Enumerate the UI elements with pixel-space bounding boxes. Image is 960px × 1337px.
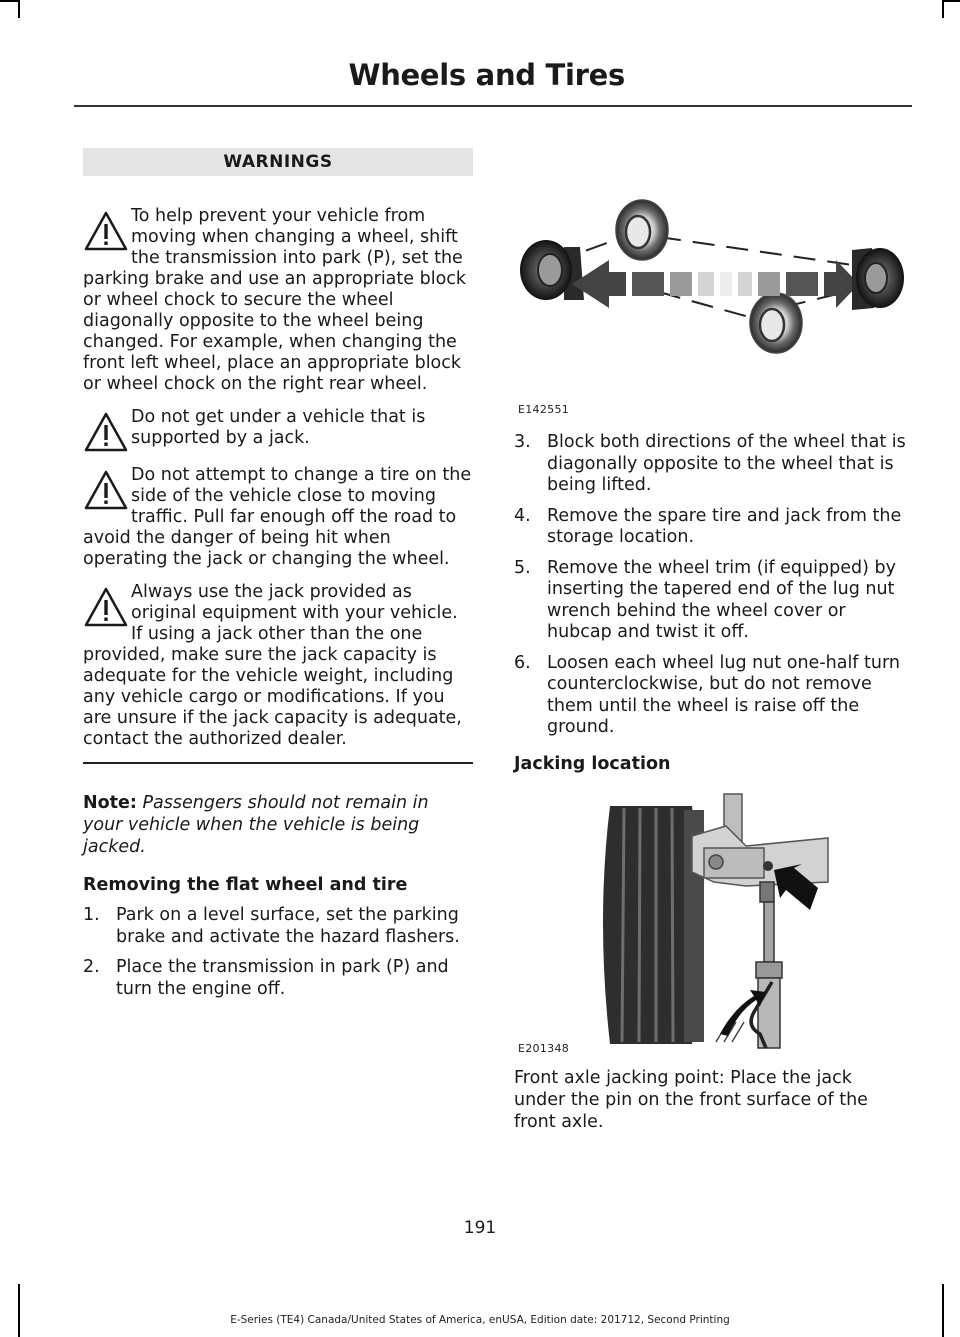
warning-triangle-icon [83,469,129,511]
warning-triangle-icon [83,210,129,252]
step-number: 2. [83,957,100,977]
list-item [83,957,473,1000]
list-item [514,558,908,644]
step-text: Park on a level surface, set the parking brake and activate the hazard flashers. [116,905,460,947]
wheel-chock-diagram [514,192,910,388]
crop-mark [942,0,944,18]
list-item [514,432,908,497]
list-item [514,653,908,739]
page-title: Wheels and Tires [348,58,625,92]
right-column [514,428,908,775]
step-number: 4. [514,505,531,526]
section-heading-removing: Removing the flat wheel and tire [83,875,408,895]
step-number: 3. [514,432,531,452]
warnings-heading: WARNINGS [83,148,473,176]
list-item [514,506,908,549]
steps-list [83,905,473,1000]
section-heading-jacking: Jacking location [514,753,671,774]
step-text: Remove the wheel trim (if equipped) by inserting the tapered end of the lug nut wrench behind the wheel cover or hubcap and twist it off. [547,557,896,642]
step-text: Block both directions of the wheel that is diagonally opposite to the wheel that is being lifted. [547,432,906,495]
edition-line: E-Series (TE4) Canada/United States of America, enUSA, Edition date: 201712, Second Printing [230,1314,730,1326]
step-text: Place the transmission in park (P) and turn the engine off. [116,957,449,999]
page-number: 191 [463,1218,497,1238]
crop-mark [18,0,20,18]
crop-mark [18,1284,20,1337]
front-tire [603,806,704,1044]
warning-item [83,206,473,395]
jacking-caption: Front axle jacking point: Place the jack under the pin on the front surface of the front axle. [514,1068,868,1132]
warning-text: Do not get under a vehicle that is supported by a jack. [131,407,426,448]
warning-text: Do not attempt to change a tire on the side of the vehicle close to moving traffic. Pull far enough off the road to avoid the danger of being hit when operating the jack or changing the wheel. [83,465,472,569]
note-label: Note: [83,793,137,813]
list-item [83,905,473,948]
double-arrow-icon [572,260,859,308]
crop-mark [942,1284,944,1337]
note [83,792,473,858]
wheel-top [616,200,668,260]
warning-item [83,582,473,750]
jacking-location-diagram [596,786,832,1054]
crop-mark [0,0,18,2]
left-column [83,148,473,1000]
warning-text: To help prevent your vehicle from moving when changing a wheel, shift the transmission into park (P), set the parking brake and use an appropriate block or wheel chock to secure the wheel diagonally opposite to the wheel being changed. For example, when changing the front left wheel, place an appropriate block or wheel chock on the right rear wheel. [83,206,467,394]
step-number: 6. [514,652,531,673]
warning-item [83,407,473,453]
warnings-end-rule [83,762,473,764]
steps-list [514,432,908,739]
step-number: 5. [514,557,531,578]
step-text: Remove the spare tire and jack from the storage location. [547,505,902,547]
warning-text: Always use the jack provided as original equipment with your vehicle. If using a jack other than the one provided, make sure the jack capacity is adequate for the vehicle weight, including any vehicle cargo or modifications. If you are unsure if the jack capacity is adequate, contact the authorized dealer. [83,582,462,749]
front-axle [692,794,828,886]
wheel-chock-right [852,248,904,310]
step-text: Loosen each wheel lug nut one-half turn counterclockwise, but do not remove them until the wheel is raise off the ground. [547,652,900,737]
crop-mark [943,0,960,2]
warning-item [83,465,473,570]
figure-code: E201348 [518,1042,570,1055]
jack [756,882,782,1048]
wheel-chock-left [520,240,584,300]
note-text: Passengers should not remain in your vehicle when the vehicle is being jacked. [83,793,429,857]
wheel-bottom [750,293,802,353]
warning-triangle-icon [83,586,129,628]
header-rule [74,105,912,107]
figure-code: E142551 [518,403,570,416]
warning-triangle-icon [83,411,129,453]
step-number: 1. [83,905,100,925]
